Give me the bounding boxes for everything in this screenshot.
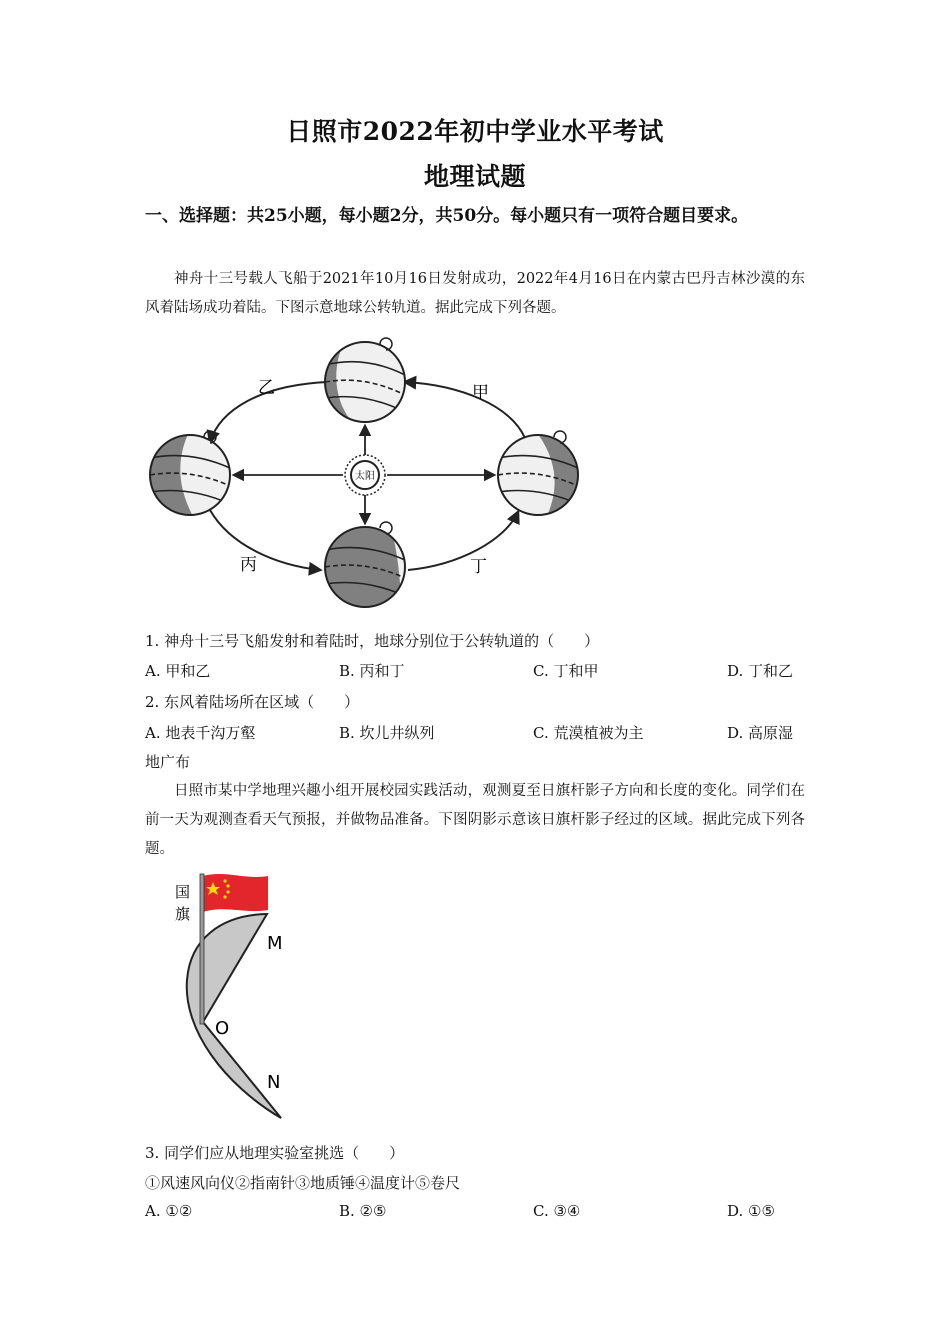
- passage-2: 日照市某中学地理兴趣小组开展校园实践活动，观测夏至日旗杆影子方向和长度的变化。同学们在前一天为观测查看天气预报，并做物品准备。下图阴影示意该日旗杆影子经过的区域。据此完成下列各题。: [145, 783, 805, 857]
- orbit-arrow-ding: [408, 512, 518, 570]
- earth-right-icon: [498, 430, 580, 520]
- q1-option-d[interactable]: D. 丁和乙: [727, 662, 794, 680]
- orbit-arrow-jia: [405, 382, 525, 438]
- question-3-items: ①风速风向仪②指南针③地质锤④温度计⑤卷尺: [145, 1174, 461, 1192]
- q2-option-d-wrap: 地广布: [145, 753, 191, 771]
- question-2-stem: 2. 东风着陆场所在区域（ ）: [145, 693, 360, 711]
- q2-option-a[interactable]: A. 地表千沟万壑: [145, 724, 256, 742]
- flagpole-shadow-diagram: [165, 870, 325, 1130]
- flagpole: [200, 874, 204, 1024]
- q2-option-c[interactable]: C. 荒漠植被为主: [533, 724, 644, 742]
- passage-1: 神舟十三号载人飞船于2021年10月16日发射成功，2022年4月16日在内蒙古巴丹吉林沙漠的东风着陆场成功着陆。下图示意地球公转轨道。据此完成下列各题。: [145, 271, 805, 316]
- sun-label: 太阳: [355, 471, 375, 482]
- label-qi: 旗: [175, 905, 191, 923]
- q1-option-a[interactable]: A. 甲和乙: [145, 662, 211, 680]
- q1-option-c[interactable]: C. 丁和甲: [533, 662, 599, 680]
- q3-option-c[interactable]: C. ③④: [533, 1202, 581, 1220]
- q3-option-a[interactable]: A. ①②: [145, 1202, 193, 1220]
- earth-top-icon: [325, 338, 405, 425]
- label-guo: 国: [175, 883, 191, 901]
- earth-orbit-diagram: [140, 330, 590, 615]
- q3-option-d[interactable]: D. ①⑤: [727, 1202, 775, 1220]
- label-ding: 丁: [470, 557, 487, 577]
- earth-left-icon: [150, 430, 230, 520]
- q3-option-b[interactable]: B. ②⑤: [339, 1202, 387, 1220]
- question-3-stem: 3. 同学们应从地理实验室挑选（ ）: [145, 1144, 405, 1162]
- label-m: M: [267, 933, 283, 954]
- q2-option-d[interactable]: D. 高原湿: [727, 724, 794, 742]
- label-yi: 乙: [258, 378, 275, 398]
- flag-icon: [203, 874, 268, 912]
- question-1-stem: 1. 神舟十三号飞船发射和着陆时，地球分别位于公转轨道的（ ）: [145, 632, 600, 650]
- section-heading: 一、选择题：共25小题，每小题2分，共50分。每小题只有一项符合题目要求。: [145, 206, 749, 226]
- label-bing: 丙: [240, 555, 257, 575]
- exam-title: 日照市2022年初中学业水平考试: [286, 117, 664, 146]
- label-o: O: [215, 1018, 230, 1039]
- q1-option-b[interactable]: B. 丙和丁: [339, 662, 405, 680]
- orbit-arrow-bing: [210, 510, 320, 570]
- label-jia: 甲: [472, 383, 489, 403]
- subject-title: 地理试题: [423, 162, 526, 191]
- q2-option-b[interactable]: B. 坎儿井纵列: [339, 724, 435, 742]
- label-n: N: [267, 1072, 281, 1093]
- sun-icon: [345, 455, 385, 495]
- earth-bottom-icon: [325, 522, 410, 610]
